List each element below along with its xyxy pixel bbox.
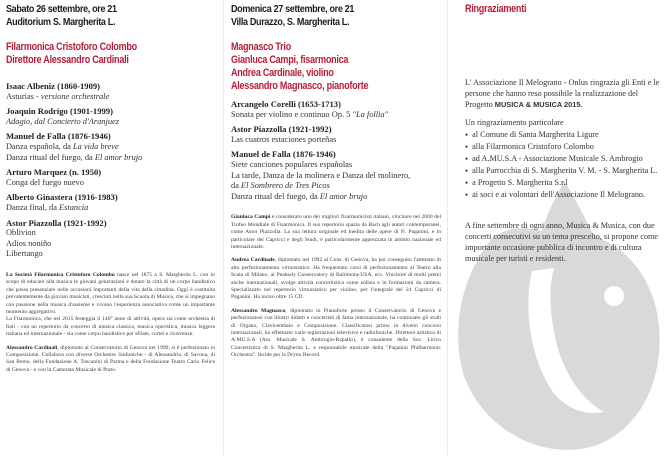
thanks-intro: L' Associazione Il Melograno - Onlus ringrazia gli Enti e le persone che hanno reso possibile la realizzazione del Progetto MUSICA & MUSICA 2015. [465,78,660,109]
bio-section [231,214,441,359]
work-title: Las cuatros estaciones porteñas [231,134,337,144]
bullet-icon: • [465,142,469,153]
performers [6,41,215,67]
work-title: Adios noniño [6,238,52,248]
thanks-list-title: Un ringraziamento particolare [465,118,564,128]
bullet-icon: • [465,154,469,165]
composer: Arcangelo Corelli (1653-1713) [231,99,341,109]
program-item [231,149,441,202]
thanks-list-item: • ai soci e ai volontari dell'Associazione Il Melograno. [465,190,646,201]
performer-line: Direttore Alessandro Cardinali [6,54,129,66]
bio-cardinale: Andrea Cardinale, diplomato nel 1992 al Cons. di Genova, ha poi conseguito l'attestato di alto perfezionamento virtuosistico. Ha frequentato corsi di perfezionamento al Teatro alla Scala di Milano, al Peabody Conservatory di Baltimora-USA, ecc. Vincitore di molti premi anche internazionali, svolge attività concertistica come solista e in formazioni da camera. Specializzato nel repertorio virtuosistico per violino, per l'integrale dei 24 Capricci di Paganini. Ha inciso oltre 15 CD. [231,257,441,301]
thanks-list-item: • alla Parrocchia di S. Margherita V. M. - S. Margherita L. [465,166,658,177]
program [231,99,441,202]
thanks-list [465,129,665,201]
performer-line: Alessandro Magnasco, pianoforte [231,80,369,92]
thanks-list-item: • ad A.MU.S.A - Associazione Musicale S. Ambrogio [465,154,643,165]
work-title: Conga del fuego nuevo [6,177,84,187]
work-title: Sonata per violino e continuo Op. 5 "La follia" [231,109,389,119]
bio-campi: Gianluca Campi è considerato uno dei migliori fisarmonicisti italiani, vincitore nel 2000 del Trofeo Mondiale di Fisarmonica. Il suo repertorio spazia da Bach agli autori contemporanei, come Astor Piazzolla. La sua lettura originale ed inedita delle opere di N. Paganini, e in particolare dei Capricci e degli Studi, è particolarmente apprezzata in ambito nazionale ed internazionale. [231,214,441,250]
work-title: Siete canciones populares españolas [231,159,353,169]
composer: Alberto Ginastera (1916-1983) [6,192,118,203]
column-thanks [448,0,671,455]
work-title: Danza ritual del fuego, da El amor brujo [231,191,368,201]
program-item [231,124,441,145]
column-concert-1 [0,0,223,455]
bio-section [6,272,215,374]
performers [231,41,441,93]
program-item [6,81,215,102]
composer: Astor Piazzolla (1921-1992) [231,124,332,135]
thanks-list-item: • alla Filarmonica Cristoforo Colombo [465,142,594,153]
event-date: Sabato 26 settembre, ore 21 [6,3,117,15]
composer: Arturo Marquez (n. 1950) [6,167,102,178]
work-title: Adagio, dal Concierto d'Aranjuez [6,116,119,126]
work-title: La tarde, Danza de la molinera e Danza del molinero, [231,170,411,180]
work-title: Asturias - versione orchestrale [6,91,110,101]
bullet-icon: • [465,178,469,189]
work-title: Danza ritual del fuego, da El amor brujo [6,152,143,162]
bullet-icon: • [465,190,469,201]
program-item [6,167,215,188]
project-name: MUSICA & MUSICA 2015 [494,99,581,109]
performer-line: Filarmonica Cristoforo Colombo [6,41,137,53]
composer: Astor Piazzolla (1921-1992) [6,217,107,228]
performer-line: Andrea Cardinale, violino [231,67,334,79]
composer: Joaquin Rodrigo (1901-1999) [6,106,113,117]
thanks-closing: A fine settembre di ogni anno, Musica & Musica, con due concerti consecutivi su un tema prescelto, si propone come importante occasione pubblica di incontro e di cultura musicale per turisti e residenti. [465,221,659,263]
event-venue: Villa Durazzo, S. Margherita L. [231,16,350,28]
program-item [6,192,215,213]
performer-line: Magnasco Trio [231,41,291,53]
bio-cardinali: Alessandro Cardinali, diplomato al Conservatorio di Genova nel 1999, si è perfezionato in Composizione. Collabora con diverse Orchestre Sinfoniche - di Alessandria, di Savona, di San Remo, della Fondazione A. Toscanini di Parma e della Fondazione Teatro Carlo Felice di Genova - e con la Camerata Musicale di Prato. [6,344,215,373]
program-item [6,218,215,260]
bio-magnasco: Alessandro Magnasco, diplomato in Pianoforte presso il Conservatorio di Genova e perfezionatosi con illustri didatti e concertisti di fama internazionale, ha continuato gli studi di Organo, Clavicembalo e Composizione. Classificatosi primo in diversi concorsi internazionali, ha effettuato varie registrazioni televisive e radiofoniche. Direttore artistico di A.MU.S.A (Ass. Musicale S. Ambrogio-Rapallo), è consulente della Soc. Lirico Concertistica di S. Margherita L. e responsabile musicale della "Paganini Philharmonic Orchestra". Incide per la Dryno Record. [231,307,441,359]
work-title: Libertango [6,249,43,259]
thanks-list-item: • a Progetto S. Margherita S.r.l [465,178,568,189]
composer: Manuel de Falla (1876-1946) [231,149,336,160]
bullet-icon: • [465,130,469,141]
program [6,81,215,260]
bullet-icon: • [465,166,469,177]
bio-filarmonica: La Società Filarmonica Cristoforo Colombo nasce nel 1875 a S. Margherita L. con lo scopo di educare alla musica le giovani generazioni e dotare la città di un corpo bandistico che possa presenziare nelle occasioni importanti della vita della cittadina. Oggi è costituita prevalentemente da giovani musicisti, cresciuti nella sua Scuola di Musica, che si impegnano con passione nella musica d'assieme e vivono l'esperienza associativa come un importante momento aggregativo. La Filarmonica, che nel 2015 festeggia il 140° anno di attività, opera sia come orchestra di fiati - con un repertorio da concerto di musica classica, musica operistica, musica leggera italiana ed internazionale - sia come corpo bandistico per sfilate, cortei e ricorrenze. [6,271,216,338]
work-title: Danza final, da Estancia [6,202,89,212]
work-title: da El Sombrero de Tres Picos [231,181,330,191]
composer: Manuel de Falla (1876-1946) [6,131,111,142]
program-item [6,106,215,127]
work-title: Danza española, da La vida breve [6,141,119,151]
work-title: Oblivion [6,228,36,238]
program-item [6,131,215,163]
event-venue: Auditorium S. Margherita L. [6,16,116,28]
performer-line: Gianluca Campi, fisarmonica [231,54,349,66]
composer: Isaac Albeniz (1860-1909) [6,81,101,91]
column-concert-2 [224,0,447,455]
program-item [231,99,441,120]
thanks-list-item: • al Comune di Santa Margherita Ligure [465,130,599,141]
thanks-title: Ringraziamenti [465,3,527,15]
event-date: Domenica 27 settembre, ore 21 [231,3,355,15]
